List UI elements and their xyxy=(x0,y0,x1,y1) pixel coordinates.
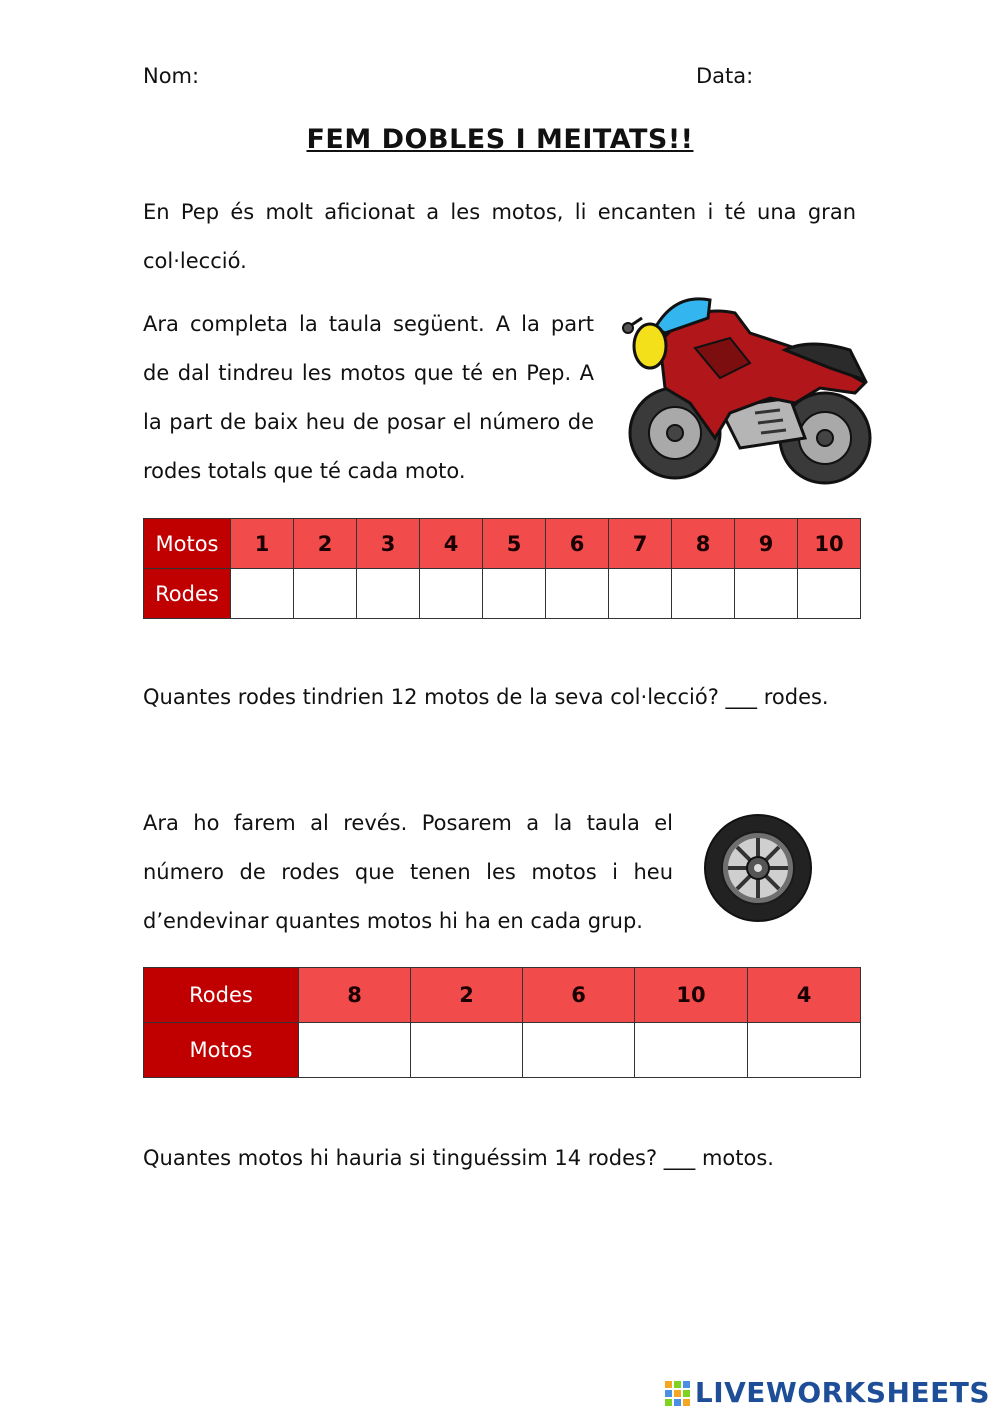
question-2: Quantes motos hi hauria si tinguéssim 14 rodes? ___ motos. xyxy=(143,1146,774,1170)
page-title: FEM DOBLES I MEITATS!! xyxy=(306,124,694,155)
motos-count-cell: 6 xyxy=(546,519,609,569)
motos-count-cell: 1 xyxy=(231,519,294,569)
intro-line-2: col·lecció. xyxy=(143,249,247,273)
motos-count-cell: 9 xyxy=(735,519,798,569)
instructions-1-line: rodes totals que té cada moto. xyxy=(143,459,466,483)
rodes-count-cell: 8 xyxy=(299,968,411,1023)
wheel-image xyxy=(700,808,820,928)
question-1: Quantes rodes tindrien 12 motos de la seva col·lecció? ___ rodes. xyxy=(143,685,829,709)
row-header-motos: Motos xyxy=(144,1023,299,1078)
rodes-count-cell: 4 xyxy=(748,968,861,1023)
liveworksheets-grid-icon xyxy=(665,1381,691,1407)
motos-count-cell: 10 xyxy=(798,519,861,569)
instructions-2-line: número de rodes que tenen les motos i heu xyxy=(143,860,673,884)
rodes-count-cell: 10 xyxy=(635,968,748,1023)
rodes-answer-cell[interactable] xyxy=(672,569,735,619)
rodes-answer-cell[interactable] xyxy=(735,569,798,619)
instructions-1-line: Ara completa la taula següent. A la part xyxy=(143,312,594,336)
brand-text: LIVEWORKSHEETS xyxy=(694,1376,990,1409)
motos-count-cell: 5 xyxy=(483,519,546,569)
intro-line-1: En Pep és molt aficionat a les motos, li encanten i té una gran xyxy=(143,200,856,224)
name-label: Nom: xyxy=(143,64,200,88)
motos-count-cell: 8 xyxy=(672,519,735,569)
motos-answer-cell[interactable] xyxy=(635,1023,748,1078)
table-row xyxy=(144,519,861,569)
row-header-motos: Motos xyxy=(144,519,231,569)
instructions-2-line: Ara ho farem al revés. Posarem a la taula el xyxy=(143,811,673,835)
motos-rodes-table xyxy=(143,518,861,619)
row-header-rodes: Rodes xyxy=(144,968,299,1023)
rodes-answer-cell[interactable] xyxy=(798,569,861,619)
rodes-answer-cell[interactable] xyxy=(357,569,420,619)
table-row xyxy=(144,569,861,619)
date-label: Data: xyxy=(696,64,754,88)
table-row xyxy=(144,1023,861,1078)
rodes-answer-cell[interactable] xyxy=(420,569,483,619)
motos-answer-cell[interactable] xyxy=(748,1023,861,1078)
instructions-1-line: la part de baix heu de posar el número de xyxy=(143,410,594,434)
row-header-rodes: Rodes xyxy=(144,569,231,619)
motos-answer-cell[interactable] xyxy=(523,1023,635,1078)
rodes-count-cell: 2 xyxy=(411,968,523,1023)
motos-count-cell: 3 xyxy=(357,519,420,569)
motorcycle-image xyxy=(620,288,885,498)
instructions-1-line: de dal tindreu les motos que té en Pep. A xyxy=(143,361,594,385)
instructions-2-line: d’endevinar quantes motos hi ha en cada grup. xyxy=(143,909,643,933)
rodes-answer-cell[interactable] xyxy=(609,569,672,619)
rodes-answer-cell[interactable] xyxy=(294,569,357,619)
liveworksheets-logo[interactable] xyxy=(665,1376,990,1409)
motos-answer-cell[interactable] xyxy=(411,1023,523,1078)
rodes-answer-cell[interactable] xyxy=(546,569,609,619)
rodes-count-cell: 6 xyxy=(523,968,635,1023)
motos-answer-cell[interactable] xyxy=(299,1023,411,1078)
motos-count-cell: 7 xyxy=(609,519,672,569)
rodes-answer-cell[interactable] xyxy=(483,569,546,619)
intro-paragraph xyxy=(143,188,856,286)
instructions-1 xyxy=(143,300,594,496)
table-row xyxy=(144,968,861,1023)
rodes-motos-table xyxy=(143,967,861,1078)
rodes-answer-cell[interactable] xyxy=(231,569,294,619)
motos-count-cell: 2 xyxy=(294,519,357,569)
instructions-2 xyxy=(143,799,673,946)
motos-count-cell: 4 xyxy=(420,519,483,569)
